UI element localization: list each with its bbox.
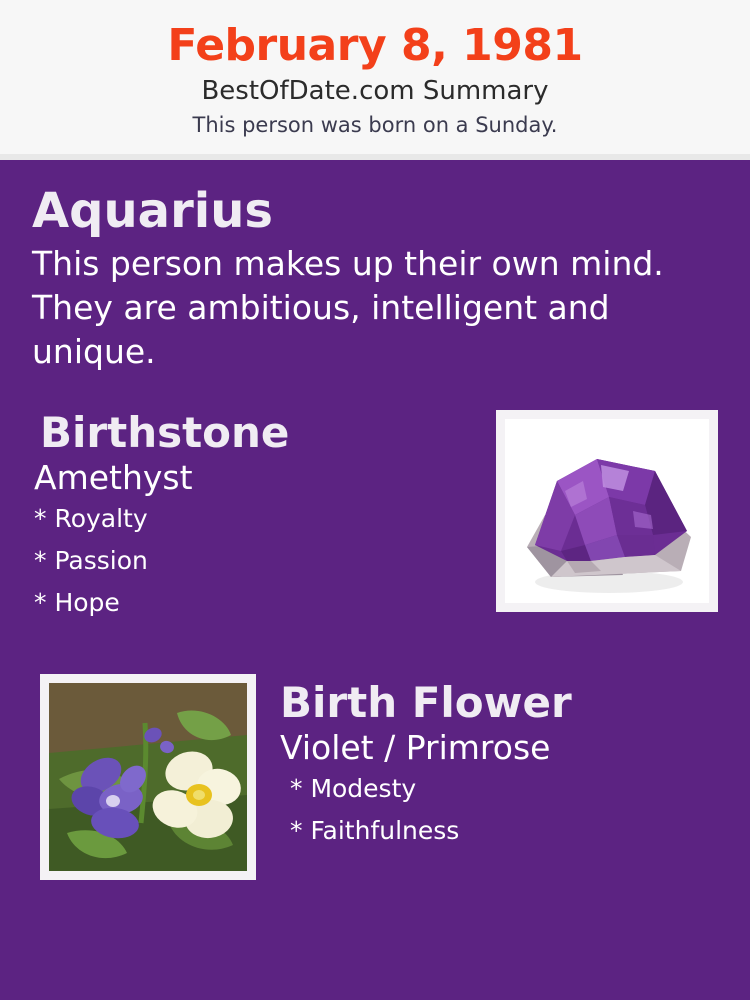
birthstone-image-frame	[496, 410, 718, 612]
card-header	[0, 0, 750, 160]
birth-flower-section	[32, 674, 718, 904]
zodiac-description: This person makes up their own mind. They are ambitious, intelligent and unique.	[32, 244, 664, 371]
birthstone-trait: * Hope	[34, 587, 120, 617]
zodiac-section	[32, 182, 718, 374]
birth-flower-trait: * Faithfulness	[290, 815, 460, 845]
birthstone-text	[32, 407, 472, 618]
birth-flower-text	[280, 674, 718, 846]
flower-illustration	[49, 683, 247, 871]
birthstone-title: Birthstone	[40, 407, 290, 457]
amethyst-illustration	[505, 419, 709, 603]
violet-primrose-icon	[49, 683, 247, 871]
born-day-note: This person was born on a Sunday.	[192, 112, 558, 137]
birth-flower-trait: * Modesty	[290, 773, 417, 803]
birthstone-name: Amethyst	[34, 457, 193, 497]
birth-flower-title: Birth Flower	[280, 677, 572, 727]
birthstone-trait: * Passion	[34, 545, 148, 575]
page-title: February 8, 1981	[167, 20, 583, 71]
amethyst-geode-icon	[505, 419, 709, 603]
birthstone-section	[32, 407, 718, 640]
card-body	[0, 160, 750, 1000]
birth-flower-image-frame	[40, 674, 256, 880]
birthstone-trait: * Royalty	[34, 503, 148, 533]
zodiac-sign-title: Aquarius	[32, 182, 273, 239]
site-summary-label: BestOfDate.com Summary	[201, 76, 549, 107]
birth-flower-name: Violet / Primrose	[280, 727, 551, 767]
